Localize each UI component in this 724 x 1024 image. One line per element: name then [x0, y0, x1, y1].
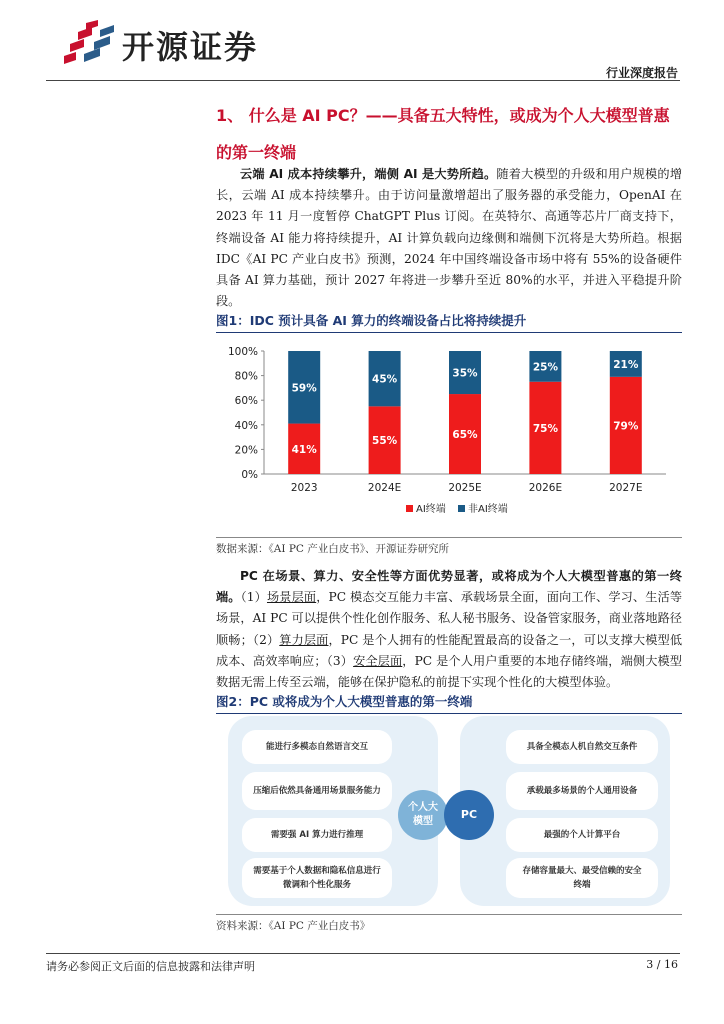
logo	[60, 20, 116, 64]
legend-swatch	[458, 505, 465, 512]
header-divider	[46, 80, 680, 81]
paragraph-lead: PC 在场景、算力、安全性等方面优势显著，或将成为个人大模型普惠的第一终端。	[216, 569, 682, 605]
data-label: 25%	[532, 361, 558, 374]
x-tick-label: 2025E	[448, 482, 482, 494]
figure1-chart	[216, 336, 682, 535]
report-type-tag: 行业深度报告	[605, 66, 678, 80]
x-tick-label: 2027E	[609, 482, 643, 494]
right-item-2: 承载最多场景的个人通用设备	[506, 772, 658, 810]
right-item-3: 最强的个人计算平台	[506, 818, 658, 852]
x-tick-label: 2026E	[528, 482, 563, 494]
data-label: 59%	[291, 382, 317, 395]
footer-disclaimer: 请务必参阅正文后面的信息披露和法律声明	[46, 960, 255, 973]
paragraph-body: 随着大模型的升级和用户规模的增长，云端 AI 成本持续攀升。由于访问量激增超出了服务器的承受能力，OpenAI 在 2023 年 11 月一度暂停 ChatGPT Plus 订阅。在英特尔、高通等芯片厂商支持下，终端设备 AI 能力将持续提升，AI 计算负载向边缘侧和端侧下沉将是大势所趋。根据 IDC《AI PC 产业白皮书》预测，2024 年中国终端设备市场中将有 55%的设备硬件具备 AI 算力基础，预计 2027 年将进一步攀升至近 80%的水平，并进入平稳提升阶段。	[216, 167, 683, 309]
personal-llm-circle: 个人大模型	[398, 790, 448, 840]
left-item-3: 需要强 AI 算力进行推理	[242, 818, 392, 852]
data-label: 41%	[291, 443, 317, 456]
y-tick-label: 40%	[234, 419, 258, 432]
figure1-source-divider	[216, 537, 682, 538]
paragraph-text: ，PC 是个人拥有的性能配置最高的设备之一，可以支撑大模型低成本、高效率响应；（3）	[216, 632, 683, 668]
x-tick-label: 2024E	[367, 482, 402, 494]
logo-mark-icon	[60, 20, 116, 64]
right-item-4: 存储容量最大、最受信赖的安全终端	[506, 858, 658, 898]
figure2-source: 资料来源：《AI PC 产业白皮书》	[216, 920, 371, 932]
y-tick-label: 0%	[241, 469, 258, 481]
legend-label: 非AI终端	[468, 504, 508, 515]
figure2-source-divider	[216, 914, 682, 915]
x-tick-label: 2023	[290, 482, 318, 494]
left-item-4: 需要基于个人数据和隐私信息进行微调和个性化服务	[242, 858, 392, 898]
figure2-diagram	[216, 716, 682, 908]
pc-circle: PC	[444, 790, 494, 840]
paragraph-cloud-ai	[216, 164, 682, 312]
legend-label: AI终端	[416, 504, 446, 515]
footer-divider	[46, 953, 680, 954]
data-label: 75%	[532, 422, 558, 435]
figure2-title: 图2：PC 或将成为个人大模型普惠的第一终端	[216, 692, 682, 714]
data-label: 65%	[452, 429, 478, 442]
y-tick-label: 20%	[234, 444, 258, 457]
data-label: 35%	[452, 367, 478, 380]
data-label: 21%	[613, 358, 639, 371]
data-label: 45%	[372, 373, 398, 386]
paragraph-lead: 云端 AI 成本持续攀升，端侧 AI 是大势所趋。	[240, 167, 497, 181]
paragraph-text: ，PC 是个人用户重要的本地存储终端，端侧大模型数据无需上传至云端，能够在保护隐私的前提下实现个性化的大模型体验。	[216, 653, 682, 690]
underline-security: 安全层面	[353, 653, 403, 668]
underline-compute: 算力层面	[279, 632, 329, 647]
y-tick-label: 100%	[227, 346, 258, 358]
paragraph-text: ，PC 模态交互能力丰富、承载场景全面，面向工作、学习、生活等场景，AI PC 可以提供个性化创作服务、私人秘书服务、设备管家服务，商业落地路径顺畅；（2）	[216, 590, 683, 647]
right-item-1: 具备全模态人机自然交互条件	[506, 730, 658, 764]
figure1-title: 图1：IDC 预计具备 AI 算力的终端设备占比将持续提升	[216, 311, 682, 333]
section-title: 1、 什么是 AI PC？——具备五大特性，或成为个人大模型普惠的第一终端	[216, 106, 670, 162]
data-label: 55%	[372, 435, 398, 448]
paragraph-text: （1）	[240, 590, 267, 605]
left-item-1: 能进行多模态自然语言交互	[242, 730, 392, 764]
paragraph-pc-advantages	[216, 566, 682, 693]
y-tick-label: 60%	[234, 395, 258, 408]
figure1-source: 数据来源：《AI PC 产业白皮书》、开源证券研究所	[216, 543, 450, 555]
legend-swatch	[406, 505, 413, 512]
logo-text: 开源证券	[122, 28, 259, 66]
y-tick-label: 80%	[234, 370, 258, 383]
page-number: 3 / 16	[646, 958, 678, 971]
data-label: 79%	[613, 420, 639, 433]
left-item-2: 压缩后依然具备通用场景服务能力	[242, 772, 392, 810]
underline-scene: 场景层面	[266, 590, 317, 605]
